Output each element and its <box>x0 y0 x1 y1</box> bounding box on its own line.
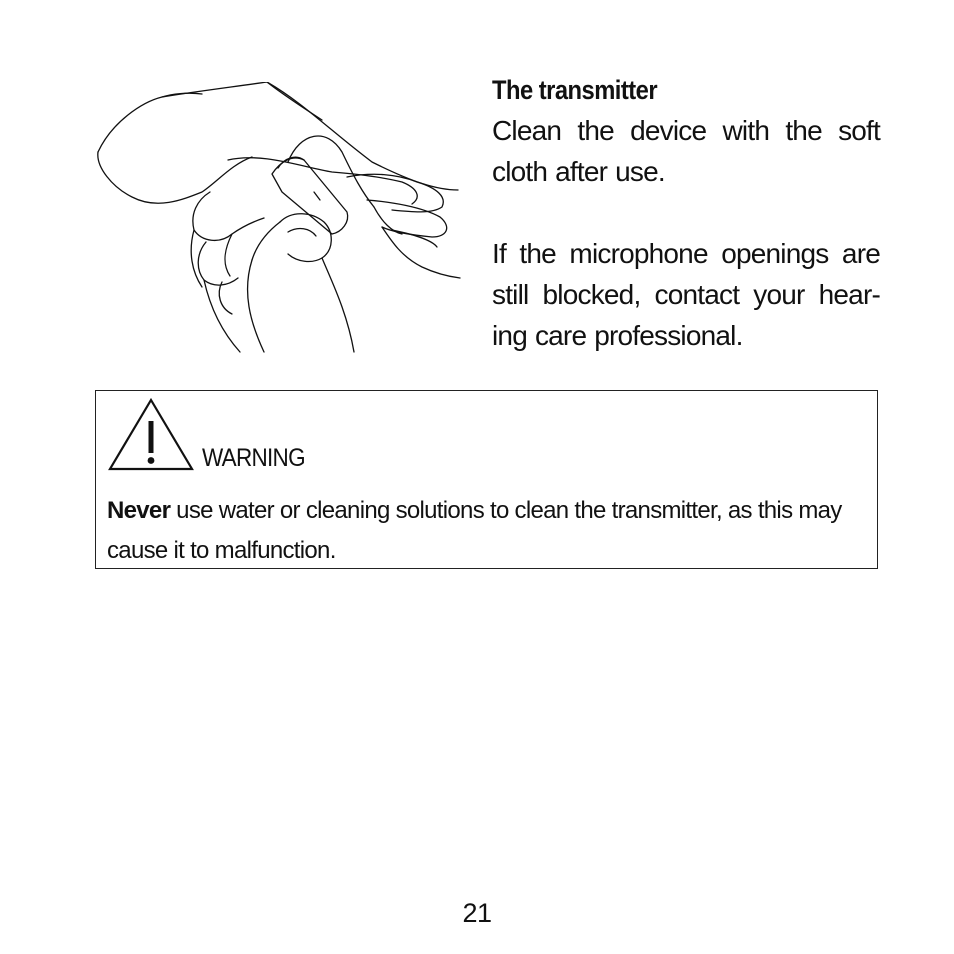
section-text-block <box>492 70 880 356</box>
blocked-openings-paragraph: If the microphone openings are still blocked, contact your hear-ing care professional. <box>492 238 880 351</box>
warning-label: WARNING <box>202 444 305 472</box>
warning-triangle-icon <box>108 397 194 471</box>
warning-body: use water or cleaning solutions to clean the transmitter, as this may cause it to malfunction. <box>107 497 842 564</box>
warning-header <box>108 403 316 471</box>
hands-cleaning-transmitter-illustration <box>92 82 470 356</box>
page-number: 21 <box>462 898 492 928</box>
warning-box <box>95 390 878 569</box>
section-heading: The transmitter <box>492 75 658 105</box>
warning-text <box>107 491 869 571</box>
warning-emphasis: Never <box>107 497 171 524</box>
cleaning-instruction-paragraph: Clean the device with the soft cloth after use. <box>492 115 880 187</box>
